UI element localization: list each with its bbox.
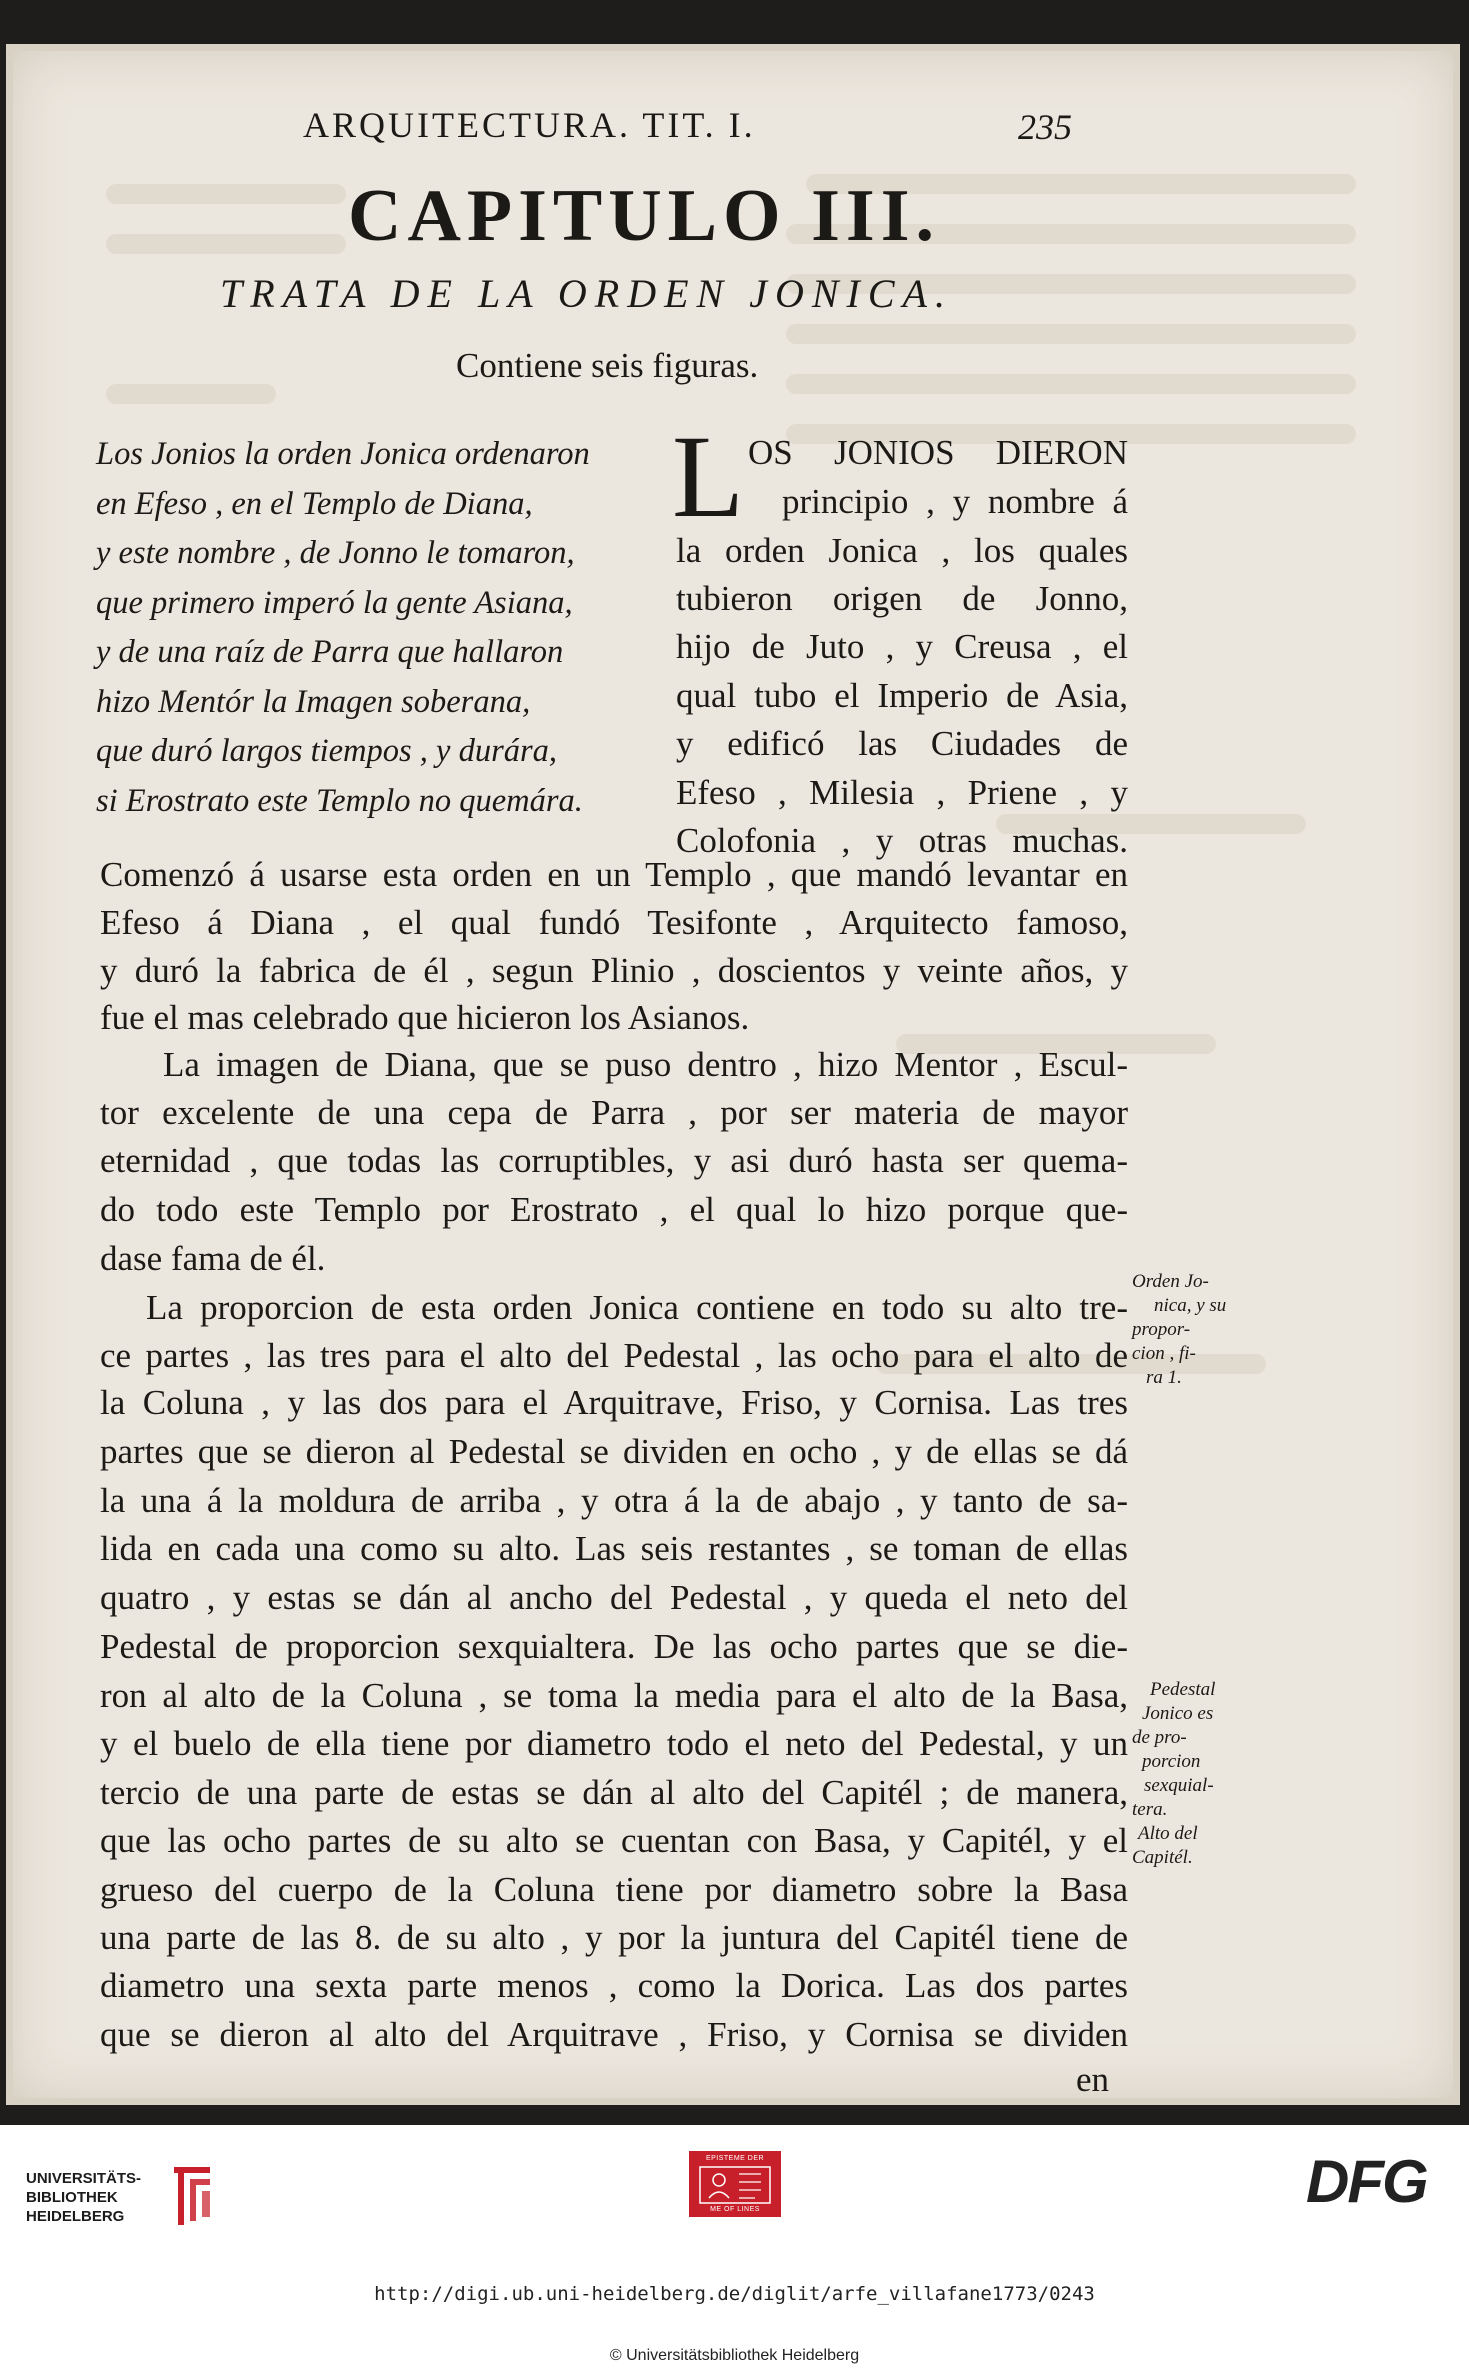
margin-note-line: porcion bbox=[1142, 1751, 1201, 1772]
text-line: tercio de una parte de estas se dán al alto del Capitél ; de manera, bbox=[100, 1773, 1128, 1812]
text-line: la orden Jonica , los quales bbox=[676, 531, 1128, 570]
margin-note-line: Orden Jo- bbox=[1132, 1271, 1209, 1292]
text-line: Efeso , Milesia , Priene , y bbox=[676, 773, 1128, 812]
text-line: La imagen de Diana, que se puso dentro , hizo Mentor , Escul- bbox=[163, 1045, 1128, 1084]
margin-note-line: tera. bbox=[1132, 1799, 1168, 1820]
margin-note-line: ra 1. bbox=[1146, 1367, 1182, 1388]
margin-note-line: propor- bbox=[1132, 1319, 1191, 1340]
text-line: la una á la moldura de arriba , y otra á la de abajo , y tanto de sa- bbox=[100, 1481, 1128, 1520]
text-line: ron al alto de la Coluna , se toma la media para el alto de la Basa, bbox=[100, 1676, 1128, 1715]
verse-line: que primero imperó la gente Asiana, bbox=[96, 584, 573, 621]
figure-pictogram-icon bbox=[699, 2166, 771, 2204]
library-name bbox=[26, 2169, 141, 2226]
text-line: fue el mas celebrado que hicieron los Asianos. bbox=[100, 998, 750, 1037]
library-name-line: UNIVERSITÄTS- bbox=[26, 2170, 142, 2187]
verse-line: hizo Mentór la Imagen soberana, bbox=[96, 683, 531, 720]
verse-line: y este nombre , de Jonno le tomaron, bbox=[96, 535, 575, 571]
text-line: qual tubo el Imperio de Asia, bbox=[676, 676, 1128, 715]
margin-note-line: Alto del bbox=[1138, 1823, 1198, 1844]
library-name-line: BIBLIOTHEK bbox=[26, 2189, 118, 2206]
center-logo-caption: EPISTEME DER bbox=[705, 2155, 765, 2162]
text-line: ce partes , las tres para el alto del Pedestal , las ocho para el alto de bbox=[100, 1336, 1128, 1375]
verse-line: Los Jonios la orden Jonica ordenaron bbox=[96, 436, 590, 472]
drop-cap: L bbox=[672, 411, 745, 542]
text-line: y edificó las Ciudades de bbox=[676, 724, 1128, 763]
text-line: grueso del cuerpo de la Coluna tiene por diametro sobre la Basa bbox=[100, 1870, 1128, 1909]
margin-note-line: sexquial- bbox=[1144, 1775, 1214, 1796]
text-line: la Coluna , y las dos para el Arquitrave, Friso, y Cornisa. Las tres bbox=[100, 1383, 1128, 1422]
text-line: Pedestal de proporcion sexquialtera. De las ocho partes que se die- bbox=[100, 1627, 1128, 1666]
library-name-line: HEIDELBERG bbox=[26, 2208, 125, 2225]
running-head: ARQUITECTURA. TIT. I. bbox=[303, 105, 756, 145]
text-line: Colofonia , y otras muchas. bbox=[676, 821, 1128, 860]
text-line: hijo de Juto , y Creusa , el bbox=[676, 627, 1128, 666]
copyright-notice: © Universitätsbibliothek Heidelberg bbox=[609, 2347, 860, 2364]
text-line: OS JONIOS DIERON bbox=[748, 433, 1128, 472]
text-line: que las ocho partes de su alto se cuentan con Basa, y Capitél, y el bbox=[100, 1821, 1128, 1860]
verse-line: en Efeso , en el Templo de Diana, bbox=[96, 485, 533, 522]
text-line: tubieron origen de Jonno, bbox=[676, 579, 1128, 618]
catchword: en bbox=[1076, 2060, 1110, 2099]
text-line: y el buelo de ella tiene por diametro todo el neto del Pedestal, y un bbox=[100, 1724, 1128, 1763]
center-logo-caption: ME OF LINES bbox=[710, 2206, 760, 2213]
page-number: 235 bbox=[1018, 107, 1072, 147]
text-line: eternidad , que todas las corruptibles, y asi duró hasta ser quema- bbox=[100, 1141, 1128, 1180]
margin-note-line: Pedestal bbox=[1150, 1679, 1216, 1700]
text-line: y duró la fabrica de él , segun Plinio , doscientos y veinte años, y bbox=[100, 951, 1128, 990]
dfg-logo[interactable]: DFG bbox=[1306, 2148, 1427, 2215]
margin-note-line: nica, y su bbox=[1154, 1295, 1227, 1316]
text-line: que se dieron al alto del Arquitrave , Friso, y Cornisa se dividen bbox=[100, 2015, 1128, 2054]
library-emblem-icon bbox=[170, 2159, 214, 2229]
text-line: do todo este Templo por Erostrato , el qual lo hizo porque que- bbox=[100, 1190, 1128, 1229]
text-line: La proporcion de esta orden Jonica contiene en todo su alto tre- bbox=[146, 1288, 1128, 1327]
text-line: quatro , y estas se dán al ancho del Pedestal , y queda el neto del bbox=[100, 1578, 1128, 1617]
text-line: partes que se dieron al Pedestal se dividen en ocho , y de ellas se dá bbox=[100, 1432, 1128, 1471]
verse-line: y de una raíz de Parra que hallaron bbox=[96, 634, 564, 670]
text-line: dase fama de él. bbox=[100, 1239, 326, 1278]
margin-note-line: Jonico es bbox=[1142, 1703, 1214, 1724]
viewer-footer bbox=[0, 2125, 1469, 2375]
text-line: una parte de las 8. de su alto , y por la juntura del Capitél tiene de bbox=[100, 1918, 1128, 1957]
chapter-title: CAPITULO III. bbox=[348, 175, 940, 257]
verse-line: que duró largos tiempos , y durára, bbox=[96, 733, 558, 769]
text-line: Efeso á Diana , el qual fundó Tesifonte , Arquitecto famoso, bbox=[100, 903, 1128, 942]
verse-line: si Erostrato este Templo no quemára. bbox=[96, 782, 583, 819]
center-logo[interactable] bbox=[689, 2151, 781, 2217]
permalink-url[interactable]: http://digi.ub.uni-heidelberg.de/diglit/arfe_villafane1773/0243 bbox=[374, 2283, 1095, 2305]
margin-note-line: de pro- bbox=[1132, 1727, 1187, 1748]
text-line: tor excelente de una cepa de Parra , por ser materia de mayor bbox=[100, 1093, 1128, 1132]
margin-note-line: cion , fi- bbox=[1132, 1343, 1196, 1364]
text-line: principio , y nombre á bbox=[782, 482, 1128, 521]
library-logo[interactable] bbox=[26, 2155, 216, 2235]
text-line: Comenzó á usarse esta orden en un Templo , que mandó levantar en bbox=[100, 855, 1128, 894]
figures-note: Contiene seis figuras. bbox=[456, 346, 759, 385]
chapter-subtitle: TRATA DE LA ORDEN JONICA. bbox=[220, 271, 953, 316]
text-line: lida en cada una como su alto. Las seis restantes , se toman de ellas bbox=[100, 1529, 1128, 1568]
margin-note-line: Capitél. bbox=[1132, 1847, 1193, 1868]
text-line: diametro una sexta parte menos , como la Dorica. Las dos partes bbox=[100, 1966, 1128, 2005]
verse-epigraph bbox=[96, 430, 656, 826]
